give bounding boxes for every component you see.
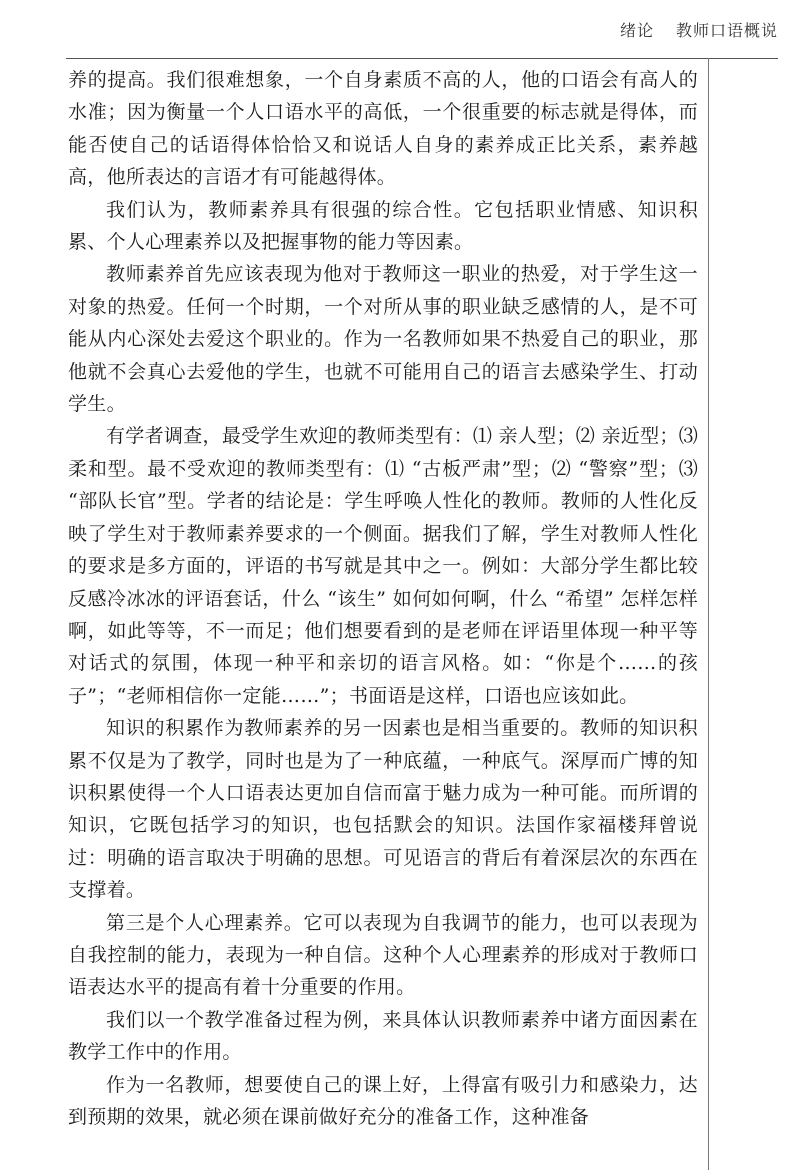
paragraph: 我们认为，教师素养具有很强的综合性。它包括职业情感、知识积累、个人心理素养以及把握事物的能力等因素。 [68,198,698,254]
right-margin-rule [708,58,709,1170]
chapter-label: 绪论 [619,21,654,40]
paragraph: 作为一名教师，想要使自己的课上好，上得富有吸引力和感染力，达到预期的效果，就必须在课前做好充分的准备工作，这种准备 [68,1073,698,1128]
paragraph: 知识的积累作为教师素养的另一因素也是相当重要的。教师的知识积累不仅是为了教学，同时也是为了一种底蕴，一种底气。深厚而广博的知识积累使得一个人口语表达更加自信而富于魅力成为一种可能。而所谓的知识，它既包括学习的知识，也包括默会的知识。法国作家福楼拜曾说过：明确的语言取决于明确的思想。可见语言的背后有着深层次的东西在支撑着。 [68,717,698,902]
paragraph: 我们以一个教学准备过程为例，来具体认识教师素养中诸方面因素在教学工作中的作用。 [68,1008,698,1064]
paragraph: 教师素养首先应该表现为他对于教师这一职业的热爱，对于学生这一对象的热爱。任何一个时期，一个对所从事的职业缺乏感情的人，是不可能从内心深处去爱这个职业的。作为一名教师如果不热爱自己的职业，那他就不会真心去爱他的学生，也就不可能用自己的语言去感染学生、打动学生。 [68,263,698,416]
page-body [68,64,698,1133]
chapter-title: 教师口语概说 [675,21,778,40]
running-header [620,18,778,41]
header-rule [66,58,778,59]
paragraph: 有学者调查，最受学生欢迎的教师类型有：⑴ 亲人型；⑵ 亲近型；⑶ 柔和型。最不受欢迎的教师类型有：⑴ “古板严肃”型；⑵ “警察”型；⑶ “部队长官”型。学者的结论是：学生呼唤人性化的教师。教师的人性化反映了学生对于教师素养要求的一个侧面。据我们了解，学生对教师人性化的要求是多方面的，评语的书写就是其中之一。例如：大部分学生都比较反感冷冰冰的评语套话，什么 “该生” 如何如何啊，什么 “希望” 怎样怎样啊，如此等等，不一而足；他们想要看到的是老师在评语里体现一种平等对话式的氛围，体现一种平和亲切的语言风格。如：“你是个……的孩子”；“老师相信你一定能……”；书面语是这样，口语也应该如此。 [68,425,698,707]
paragraph: 第三是个人心理素养。它可以表现为自我调节的能力，也可以表现为自我控制的能力，表现为一种自信。这种个人心理素养的形成对于教师口语表达水平的提高有着十分重要的作用。 [68,911,698,999]
paragraph-continued: 养的提高。我们很难想象，一个自身素质不高的人，他的口语会有高人的水准；因为衡量一个人口语水平的高低，一个很重要的标志就是得体，而能否使自己的话语得体恰恰又和说话人自身的素养成正比关系，素养越高，他所表达的言语才有可能越得体。 [68,69,698,189]
